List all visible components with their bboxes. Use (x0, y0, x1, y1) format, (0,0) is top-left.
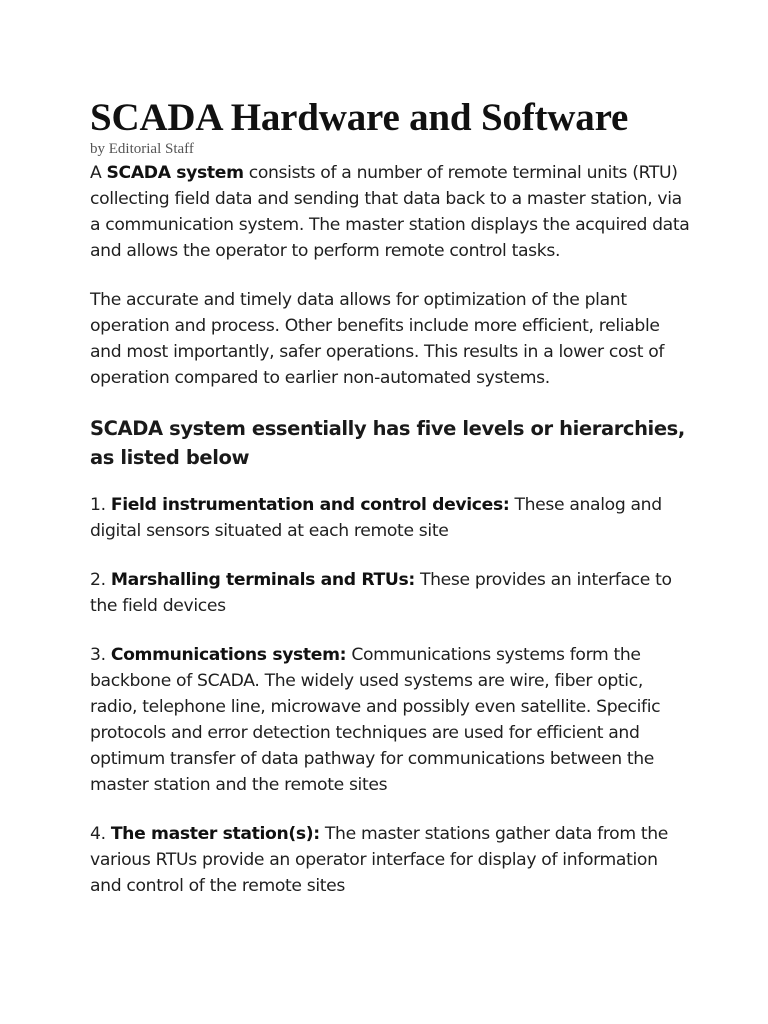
list-item-text: The master stations gather data from the various RTUs provide an operator interface for display of information and control of the remote sites (90, 824, 669, 896)
list-item-number: 3. (90, 645, 111, 665)
list-item (90, 821, 690, 899)
list-item-text: These analog and digital sensors situated at each remote site (90, 495, 662, 541)
list-item-text: Communications systems form the backbone of SCADA. The widely used systems are wire, fiber optic, radio, telephone line, microwave and possibly even satellite. Specific protocols and error detection techniques are used for efficient and optimum transfer of data pathway for communications between the master station and the remote sites (90, 645, 661, 795)
list-item-term: Marshalling terminals and RTUs: (110, 570, 415, 590)
list-item-term: Communications system: (110, 645, 347, 665)
article-byline: by Editorial Staff (90, 141, 194, 157)
article-title: SCADA Hardware and Software (90, 96, 629, 139)
list-item-number: 1. (90, 495, 111, 515)
list-item (90, 492, 690, 544)
list-item-term: The master station(s): (110, 824, 320, 844)
intro-bold-term: SCADA system (106, 163, 244, 183)
intro-prefix: A (90, 163, 107, 183)
list-item-term: Field instrumentation and control devices: (110, 495, 510, 515)
list-item (90, 567, 690, 619)
list-item-number: 4. (90, 824, 111, 844)
list-item-text: These provides an interface to the field devices (90, 570, 672, 616)
list-item (90, 642, 690, 798)
intro-paragraph (90, 160, 690, 264)
benefits-paragraph: The accurate and timely data allows for optimization of the plant operation and process. Other benefits include more efficient, reliable and most importantly, safer operations. This results in a lower cost of operation compared to earlier non-automated systems. (90, 290, 665, 388)
levels-heading: SCADA system essentially has five levels or hierarchies, as listed below (90, 417, 685, 469)
article (90, 96, 690, 922)
intro-text: consists of a number of remote terminal units (RTU) collecting field data and sending that data back to a master station, via a communication system. The master station displays the acquired data and allows the operator to perform remote control tasks. (90, 163, 690, 261)
list-item-number: 2. (90, 570, 111, 590)
